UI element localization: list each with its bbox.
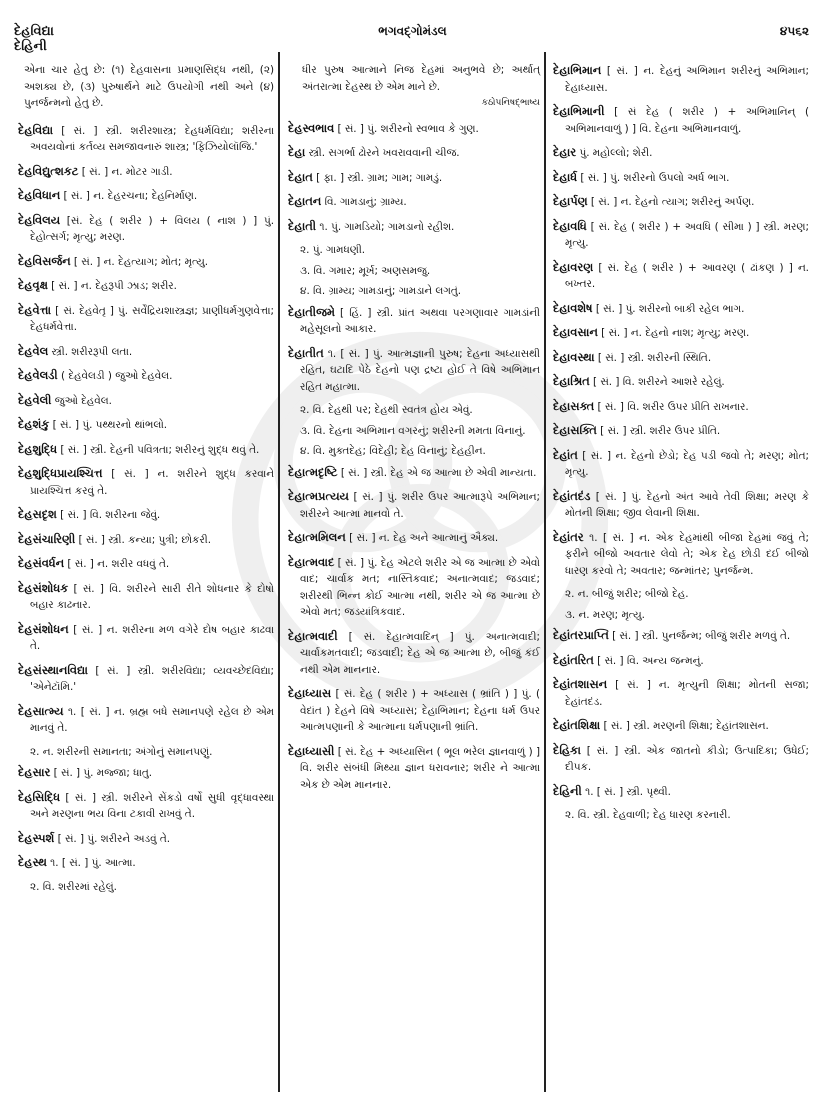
entry-definition: [ સં. ] સ્ત્રી. એક જાતનો કીડો; ઉત્પાદિકા; ઉધેઈ; દીપક. <box>565 744 809 773</box>
entry-definition: [ સં. ] ન. દેહનો નાશ; મૃત્યુ; મરણ. <box>597 327 750 339</box>
dictionary-entry <box>18 367 274 385</box>
quotation-source: કઠોપનિષદ્ભાષ્ય <box>481 98 540 108</box>
dictionary-entry <box>18 854 274 872</box>
entry-definition: સ્ત્રી. સગર્ભા ઢોરને ખવરાવવાની ચીજ. <box>305 147 460 159</box>
entry-headword: દેહાંતશિક્ષા <box>553 718 601 732</box>
dictionary-entry <box>553 259 809 293</box>
dictionary-entry <box>553 447 809 481</box>
column-1 <box>18 62 274 899</box>
entry-headword: દેહવિલય <box>18 212 61 227</box>
entry-definition: સ્ત્રી. શરીરરૂપી લતા. <box>48 345 133 358</box>
entry-headword: દેહાભિમાની <box>553 104 605 118</box>
entry-definition: [ સં. દેહ ( શરીર ) + આવરણ ( ઢાંકણ ) ] ન. બખ્તર. <box>565 261 809 290</box>
page-header <box>0 0 825 54</box>
entry-headword: દેહવેલી <box>18 392 52 407</box>
guide-word-first: દેહવિદ્યા <box>14 24 54 39</box>
entry-headword: દેહાર્ધ <box>553 169 578 184</box>
dictionary-entry <box>18 163 274 181</box>
entry-headword: દેહાંતરિત <box>553 652 594 667</box>
entry-headword: દેહવિદ્યા <box>18 122 54 137</box>
entry-headword: દેહસંશોધક <box>18 580 69 595</box>
entry-headword: દેહસ્પર્શ <box>18 830 55 845</box>
entry-headword: દેહાધ્યાસ <box>288 686 332 700</box>
dictionary-entry <box>553 783 809 801</box>
dictionary-entry <box>18 580 274 614</box>
dictionary-entry <box>553 373 809 391</box>
column-divider-right <box>544 52 546 1092</box>
dictionary-entry <box>553 398 809 416</box>
column-3 <box>553 62 809 828</box>
entry-definition: ૧. પું. ગામડિયો; ગામડાનો રહીશ. <box>316 220 455 233</box>
entry-definition: [ સં. ] ન. દેહરચના; દેહનિર્માણ. <box>60 190 198 202</box>
dictionary-entry <box>288 488 540 522</box>
entry-headword: દેહાંતર <box>553 529 584 544</box>
entry-definition: [ સં. ] પું. શરીરને અડવું તે. <box>54 832 171 845</box>
entry-subsense: ૩. ન. મરણ; મૃત્યુ. <box>565 608 645 621</box>
dictionary-entry <box>288 464 540 482</box>
dictionary-entry <box>553 218 809 252</box>
entry-definition: [ સં. ] ન. શરીર વધવું તે. <box>64 558 170 570</box>
dictionary-entry <box>18 703 274 737</box>
dictionary-entry <box>553 627 809 645</box>
entry-definition: [ સં. ] ન. મૃત્યુની શિક્ષા; મોતની સજા; દેહાંતદંડ. <box>565 679 809 708</box>
entry-definition: [ સં. દેહ + અધ્યાસિન ( ભૂલ ભરેલ જ્ઞાનવાળું ) ] વિ. શરીર સંબંધી મિથ્યા જ્ઞાન ધરાવનાર; શરીર ને આત્મા એક છે એમ માનનાર. <box>300 745 540 791</box>
entry-definition: [ સં. ] સ્ત્રી. શરીરવિદ્યા; વ્યવચ્છેદવિદ્યા; 'એનેટૉમિ.' <box>30 664 274 693</box>
dictionary-entry <box>553 103 809 137</box>
dictionary-entry <box>288 345 540 396</box>
entry-definition: [ સં. ] ન. દેહનું અભિમાન શરીરનું અભિમાન; દેહાધ્યાસ. <box>565 65 809 94</box>
entry-definition: [ સં. ] વિ. શરીર ઉપર પ્રીતિ રાખનાર. <box>594 400 749 413</box>
entry-headword: દેહવિદ્યુત્શકટ <box>18 163 79 178</box>
entry-definition: [ ફા. ] સ્ત્રી. ગ્રામ; ગામ; ગામડું. <box>312 171 443 184</box>
entry-definition: [ સં. ] પું. શરીરનો ઉપલો અર્ધ ભાગ. <box>577 171 730 184</box>
entry-subsense: ૨. ન. બીજું શરીર; બીજો દેહ. <box>565 588 689 600</box>
entry-headword: દેહાત <box>288 169 313 184</box>
entry-definition: [ સં. ] ન. મોટર ગાડી. <box>78 165 173 178</box>
entry-headword: દેહાસક્ત <box>553 398 595 413</box>
entry-headword: દેહાશ્રિત <box>553 374 590 388</box>
entry-definition: [ સં. ] પું. દેહ એટલે શરીર એ જ આત્મા છે એવો વાદ; ચાર્વાક મત; નાસ્તિકવાદ; અનાત્મવાદ; જડવાદ; શરીરથી ભિન્ન કોઈ આત્મા નથી, શરીર એ જ આત્મા છે એવો મત; જડયાંત્રિકવાદ. <box>300 556 540 618</box>
dictionary-entry <box>18 253 274 271</box>
entry-headword: દેહાંતરપ્રાપ્તિ <box>553 628 609 642</box>
dictionary-entry <box>288 144 540 162</box>
entry-definition: [ સં. ] પું. શરીરનો સ્વભાવ કે ગુણ. <box>334 122 479 135</box>
dictionary-entry <box>553 676 809 710</box>
entry-definition: ૧. [ સં. ] પું. આત્મા. <box>46 857 136 869</box>
entry-headword: દેહસ્થ <box>18 855 47 869</box>
entry-headword: દેહાત્મવાદી <box>288 628 338 643</box>
entry-headword: દેહાતી <box>288 218 317 233</box>
entry-definition: [ સં. ] સ્ત્રી. શરીરને સેંકડો વર્ષો સુધી વૃદ્ધાવસ્થા અને મરણના ભય વિના ટકાવી રાખવું તે. <box>30 791 274 820</box>
entry-list <box>553 62 809 824</box>
dictionary-entry <box>553 422 809 440</box>
column-2 <box>288 62 540 800</box>
dictionary-entry <box>18 531 274 549</box>
page-number: ૪૫૬૨ <box>779 24 809 38</box>
entry-headword: દેહાધ્યાસી <box>288 743 335 758</box>
entry-headword: દેહાતીત <box>288 345 324 360</box>
entry-headword: દેહાવસાન <box>553 325 598 339</box>
dictionary-entry <box>288 743 540 794</box>
entry-definition: [ સં. દેહ ( શરીર ) + અવધિ ( સીમા ) ] સ્ત્રી. મરણ; મૃત્યુ. <box>565 220 809 249</box>
entry-headword: દેહવેલડી <box>18 368 58 382</box>
dictionary-entry <box>553 488 809 522</box>
entry-headword: દેહાવસ્થા <box>553 349 595 364</box>
dictionary-entry <box>18 416 274 434</box>
entry-definition: ૧. [ સં. ] ન. બ્રહ્મ બધે સમાનપણે રહેલ છે એમ માનવું તે. <box>30 705 274 734</box>
entry-definition: ૧. [ સં. ] પું. આત્મજ્ઞાની પુરુષ; દેહના અધ્યાસથી રહિત, ઘટાદિ પેઠે દેહનો પણ દ્રષ્ટા હોઈ તે વિષે અભિમાન રહિત મહાત્મા. <box>300 347 540 393</box>
dictionary-entry <box>18 555 274 573</box>
entry-definition: જુઓ દેહવેલ. <box>51 394 112 407</box>
entry-definition: [ સં. ] ન. દેહનો છેડો; દેહ પડી જવો તે; મરણ; મોત; મૃત્યુ. <box>565 449 809 478</box>
entry-headword: દેહસાત્મ્ય <box>18 703 64 718</box>
entry-definition: [ સં. ] પું. શરીરનો બાકી રહેલ ભાગ. <box>592 302 745 315</box>
entry-headword: દેહાવશેષ <box>553 300 593 315</box>
dictionary-entry <box>18 465 274 499</box>
entry-definition: વિ. ગામડાનું; ગ્રામ્ય. <box>321 196 407 208</box>
entry-definition: [ સં. ] સ્ત્રી. દેહની પવિત્રતા; શરીરનું શુદ્ધ થવું તે. <box>57 443 260 456</box>
dictionary-entry <box>288 554 540 621</box>
entry-definition: [ સં. દેહવેતૃ ] પું. સર્વેંદ્રિયશાસ્ત્રજ્ઞ; પ્રાણીધર્મગુણવેત્તા; દેહધર્મવેત્તા. <box>30 304 274 333</box>
entry-subsense: ૨. વિ. સ્ત્રી. દેહવાળી; દેહ ધારણ કરનારી. <box>565 809 731 821</box>
column-divider-left <box>278 52 280 1092</box>
dictionary-entry <box>288 628 540 679</box>
entry-headword: દેહાભિમાન <box>553 63 602 77</box>
dictionary-entry <box>18 122 274 156</box>
dictionary-entry <box>18 392 274 410</box>
dictionary-entry <box>18 277 274 295</box>
entry-definition: [ સં. ] સ્ત્રી. શરીરની સ્થિતિ. <box>594 351 712 364</box>
entry-headword: દેહસાર <box>18 765 51 779</box>
entry-headword: દેહિની <box>553 783 582 798</box>
entry-headword: દેહાત્મદૃષ્ટિ <box>288 464 338 479</box>
dictionary-entry <box>18 662 274 696</box>
dictionary-entry <box>553 62 809 96</box>
dictionary-entry <box>553 717 809 735</box>
dictionary-entry <box>18 789 274 823</box>
entry-headword: દેહાર <box>553 145 577 159</box>
dictionary-entry <box>553 349 809 367</box>
dictionary-entry <box>18 212 274 246</box>
entry-subsense: ૪. વિ. મુક્તદેહ; વિદેહી; દેહ વિનાનું; દેહહીન. <box>300 445 486 457</box>
entry-subsense: ૨. પું. ગામધણી. <box>300 244 366 256</box>
dictionary-entry <box>288 304 540 338</box>
dictionary-entry <box>18 343 274 361</box>
entry-subsense: ૪. વિ. ગ્રામ્ય; ગામડાનું; ગામડાને લગતું. <box>300 285 462 297</box>
entry-headword: દેહાત્મપ્રત્યય <box>288 489 349 503</box>
entry-headword: દેહસિદ્ધિ <box>18 789 61 804</box>
entry-headword: દેહાતન <box>288 194 322 208</box>
entry-definition: [ સં. ] સ્ત્રી. દેહ એ જ આત્મા છે એવી માન્યતા. <box>337 466 537 479</box>
entry-definition: [ સં. ] વિ. શરીરના જેવું. <box>56 509 161 521</box>
entry-headword: દેહસંવર્ધન <box>18 556 65 570</box>
entry-definition: [ સં. ] ન. દેહરૂપી ઝાડ; શરીર. <box>47 280 177 292</box>
entry-definition: [ સં. ] ન. દેહ અને આત્માનું ઐક્ય. <box>345 532 499 544</box>
entry-definition: [ સં. ] સ્ત્રી. પુનર્જન્મ; બીજું શરીર મળવું તે. <box>608 630 791 642</box>
entry-headword: દેહસંસ્થાનવિદ્યા <box>18 662 88 677</box>
entry-definition: [ સં. ] ન. દેહત્યાગ; મોત; મૃત્યુ. <box>70 255 209 268</box>
entry-headword: દેહવૃક્ષ <box>18 278 48 292</box>
dictionary-entry <box>553 300 809 318</box>
dictionary-entry <box>18 506 274 524</box>
dictionary-entry <box>18 621 274 655</box>
entry-headword: દેહસ્વભાવ <box>288 120 335 135</box>
dictionary-entry <box>288 193 540 211</box>
entry-definition: [ સં. ] ન. શરીરને શુદ્ધ કરવાને પ્રાયશ્ચિત્ત કરવું તે. <box>30 468 274 497</box>
dictionary-entry <box>553 144 809 162</box>
entry-headword: દેહવેલ <box>18 343 49 358</box>
entry-headword: દેહશુદ્ધિ <box>18 441 58 456</box>
entry-definition: [ સં. ] પું. પથ્થરનો થાંભલો. <box>49 419 168 431</box>
quotation-text: ધીર પુરુષ આત્માને નિજ દેહમાં અનુભવે છે; અર્થાત્ અંતરાત્મા દેહસ્થ છે એમ માને છે. <box>302 64 540 93</box>
entry-definition: પું. મહોલ્લો; શેરી. <box>576 147 653 159</box>
entry-subsense: ૩. વિ. દેહના અભિમાન વગરનું; શરીરની મમતા વિનાનું. <box>300 424 526 437</box>
entry-headword: દેહાર્પણ <box>553 194 588 208</box>
dictionary-entry <box>553 193 809 211</box>
entry-headword: દેહાવરણ <box>553 259 594 274</box>
entry-headword: દેહાત્મમિલન <box>288 530 346 544</box>
entry-definition: [ સં. દેહ ( શરીર ) + અધ્યાસ ( ભ્રાંતિ ) ] પું. ( વેદાંત ) દેહને વિષે અધ્યાસ; દેહાભિમાન; દેહના ધર્મ ઉપર આત્મપણાની કે આત્માના ધર્મપણાની ભ્રાંતિ. <box>300 688 540 733</box>
entry-definition: [ સં. દેહાત્મવાદિન્ ] પું. અનાત્મવાદી; ચાર્વાકમતવાદી; જડવાદી; દેહ એ જ આત્મા છે, બીજું કંઈ નથી એમ માનનાર. <box>300 630 540 676</box>
entry-definition: [ સં. ] પું. મજ્જા; ધાતુ. <box>50 767 153 779</box>
dictionary-entry <box>553 529 809 580</box>
entry-headword: દેહસંચારિણી <box>18 531 76 546</box>
entry-definition: [ સં. ] સ્ત્રી. શરીર ઉપર પ્રીતિ. <box>596 425 721 437</box>
entry-definition: [ સં. ] સ્ત્રી. શરીરશાસ્ત્ર; દેહધર્મવિદ્યા; શરીરના અવયવોનાં કર્તવ્ય સમજાવનારું શાસ્ત્ર; 'ફિઝિયોલૉજિ.' <box>30 124 274 153</box>
entry-headword: દેહાંત <box>553 447 578 462</box>
continuation-text: એના ચાર હેતુ છે: (૧) દેહવાસના પ્રમાણસિદ્ધ નથી, (૨) અશક્ય છે, (૩) પુરુષાર્થને માટે ઉપયોગી નથી અને (૪) પુનર્જન્મનો હેતુ છે. <box>24 64 274 109</box>
dictionary-entry <box>553 742 809 776</box>
dictionary-entry <box>288 218 540 236</box>
entry-definition: [ સં. ] વિ. અન્ય જન્મનું. <box>593 654 704 667</box>
entry-headword: દેહિકા <box>553 742 581 757</box>
entry-headword: દેહાંતદંડ <box>553 488 591 503</box>
entry-subsense: ૩. વિ. ગમાર; મૂર્ખ; અણસમજુ. <box>300 264 431 277</box>
dictionary-entry <box>288 529 540 547</box>
dictionary-entry <box>18 830 274 848</box>
entry-headword: દેહાંતશાસન <box>553 677 608 691</box>
entry-subsense: ૨. ન. શરીરની સમાનતા; અંગોનું સમાનપણું. <box>30 745 213 758</box>
entry-headword: દેહસદૃશ <box>18 507 57 521</box>
entry-headword: દેહવિધાન <box>18 188 61 202</box>
dictionary-entry <box>553 652 809 670</box>
dictionary-entry <box>288 169 540 187</box>
dictionary-entry <box>288 120 540 138</box>
entry-headword: દેહસંશોધન <box>18 621 69 636</box>
entry-definition: [ સં. ] સ્ત્રી. મરણની શિક્ષા; દેહાંતશાસન. <box>600 720 769 732</box>
dictionary-entry <box>18 764 274 782</box>
quotation-block <box>288 62 540 112</box>
dictionary-entry <box>18 441 274 459</box>
guide-word-last: દેહિની <box>14 39 47 54</box>
dictionary-entry <box>553 324 809 342</box>
entry-list <box>18 122 274 896</box>
entry-definition: [ સં. ] ન. દેહનો ત્યાગ; શરીરનું અર્પણ. <box>587 196 755 208</box>
entry-headword: દેહવિસર્જન <box>18 253 71 268</box>
entry-definition: [ સં. ] ન. શરીરના મળ વગેરે દોષ બહાર કાઢવા તે. <box>30 623 274 652</box>
entry-headword: દેહશંકુ <box>18 417 50 431</box>
entry-definition: [ સં. ] પું. શરીર ઉપર આત્મારૂપે અભિમાન; શરીરને આત્મા માનવો તે. <box>300 491 540 520</box>
entry-definition: ( દેહવેલડી ) જુઓ દેહવેલ. <box>57 370 173 382</box>
entry-headword: દેહા <box>288 145 306 159</box>
entry-definition: [ સં. ] વિ. શરીરને સારી રીતે શોધનાર કે દોષો બહાર કાઢનાર. <box>30 582 274 611</box>
dictionary-entry <box>288 685 540 736</box>
entry-definition: [ સં દેહ ( શરીર ) + અભિમાનિન્ ( અભિમાનવાળું ) ] વિ. દેહના અભિમાનવાળું. <box>565 106 809 135</box>
dictionary-entry <box>18 302 274 336</box>
entry-headword: દેહાત્મવાદ <box>288 554 335 569</box>
entry-list <box>288 120 540 794</box>
entry-subsense: ૨. વિ. શરીરમાં રહેલું. <box>30 880 117 893</box>
entry-headword: દેહવેત્તા <box>18 302 52 317</box>
entry-headword: દેહાતીજમે <box>288 304 335 319</box>
entry-definition: ૧. [ સં. ] સ્ત્રી. પૃથ્વી. <box>581 785 671 798</box>
entry-definition: [ સં. ] વિ. શરીરને આશરે રહેલું. <box>589 376 725 388</box>
entry-headword: દેહાવધિ <box>553 218 587 233</box>
entry-definition: [ સં. ] પું. દેહનો અંત આવે તેવી શિક્ષા; મરણ કે મોતની શિક્ષા; જીવ લેવાની શિક્ષા. <box>565 490 809 519</box>
entry-definition: ૧. [ સં. ] ન. એક દેહમાંથી બીજા દેહમાં જવું તે; ફરીને બીજો અવતાર લેવો તે; એક દેહ છોડી દઈ બીજો ધારણ કરવો તે; અવતાર; જન્માંતર; પુનર્જન્મ. <box>565 531 809 577</box>
dictionary-entry <box>553 169 809 187</box>
entry-headword: દેહાસક્તિ <box>553 423 597 437</box>
entry-definition: [ સં. ] સ્ત્રી. કન્યા; પુત્રી; છોકરી. <box>75 533 212 546</box>
dictionary-entry <box>18 187 274 205</box>
book-title: ભગવદ્ગોમંડલ <box>378 24 447 38</box>
entry-definition: [સં. દેહ ( શરીર ) + વિલય ( નાશ ) ] પું. દેહોત્સર્ગ; મૃત્યુ; મરણ. <box>30 214 274 243</box>
entry-definition: [ હિં. ] સ્ત્રી. પ્રાંત અથવા પરગણાવાર ગામડાંની મહેસૂલનો આકાર. <box>300 306 540 335</box>
entry-subsense: ૨. વિ. દેહથી પર; દેહથી સ્વતંત્ર હોય એવું. <box>300 404 473 416</box>
entry-headword: દેહશુદ્ધિપ્રાયશ્ચિત્ત <box>18 466 103 480</box>
